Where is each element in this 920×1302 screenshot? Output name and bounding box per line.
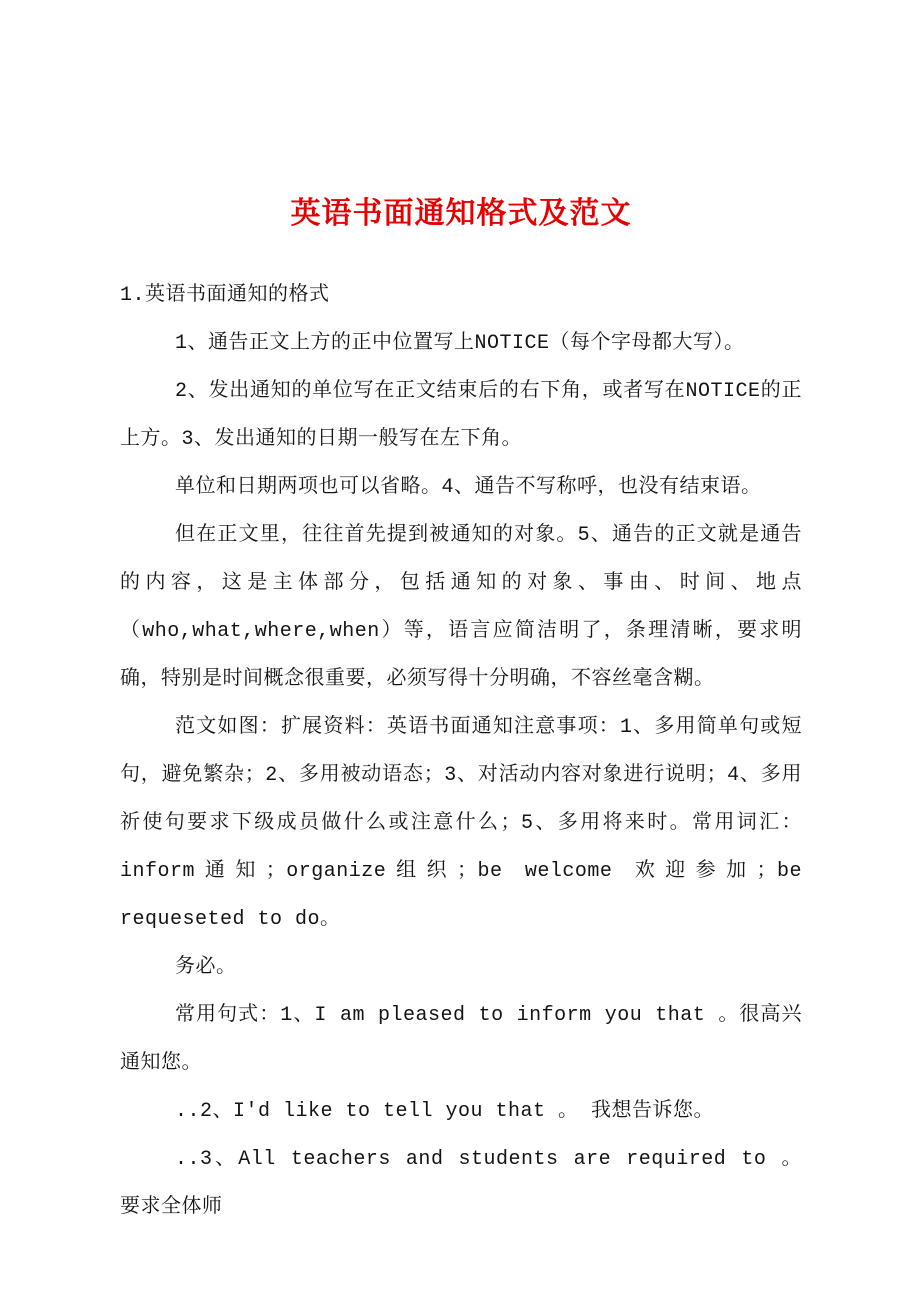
paragraph: 1、通告正文上方的正中位置写上NOTICE（每个字母都大写）。 <box>175 332 745 355</box>
paragraph: 范文如图：扩展资料：英语书面通知注意事项：1、多用简单句或短句，避免繁杂；2、多用被动语态；3、对活动内容对象进行说明；4、多用祈使句要求下级成员做什么或注意什么；5、多用将来时。常用词汇：inform通知；organize组织；be welcome 欢迎参加；be requeseted to do。 <box>120 716 802 931</box>
page-title: 英语书面通知格式及范文 <box>290 199 632 233</box>
paragraph: ..3、All teachers and students are required to 。 要求全体师 <box>120 1148 802 1219</box>
paragraph: 单位和日期两项也可以省略。4、通告不写称呼，也没有结束语。 <box>175 476 762 499</box>
paragraph: 务必。 <box>175 956 237 979</box>
paragraph: 但在正文里，往往首先提到被通知的对象。5、通告的正文就是通告的内容，这是主体部分，包括通知的对象、事由、时间、地点（who,what,where,when）等，语言应简洁明了，条理清晰，要求明确，特别是时间概念很重要，必须写得十分明确，不容丝毫含糊。 <box>120 524 802 691</box>
paragraph: ..2、I'd like to tell you that 。 我想告诉您。 <box>175 1100 715 1123</box>
paragraph: 常用句式：1、I am pleased to inform you that 。很高兴通知您。 <box>120 1004 802 1075</box>
paragraph: 2、发出通知的单位写在正文结束后的右下角，或者写在NOTICE的正上方。3、发出通知的日期一般写在左下角。 <box>120 380 802 451</box>
paragraph-section-heading: 1.英语书面通知的格式 <box>120 284 330 307</box>
document-body <box>120 272 802 1232</box>
